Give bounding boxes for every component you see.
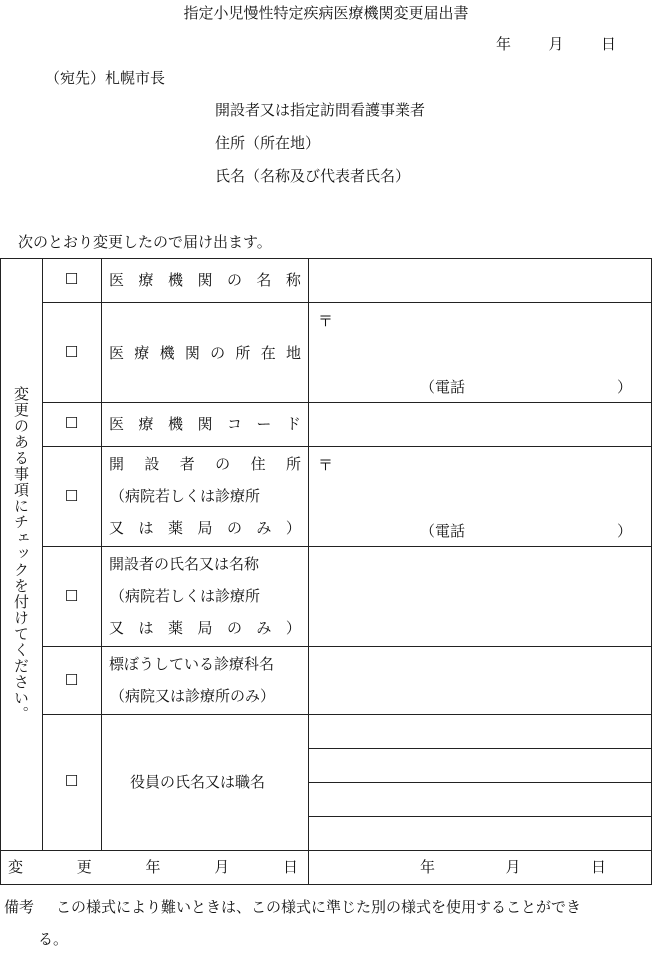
checkbox-founder-name[interactable]: ☐: [64, 587, 79, 605]
date-day-label: 日: [600, 35, 616, 53]
change-date-field: 年 月 日: [420, 858, 606, 876]
row-divider: [42, 646, 652, 647]
applicant-name-label: 氏名（名称及び代表者氏名）: [215, 167, 411, 185]
row-divider: [42, 714, 652, 715]
row-divider: [0, 850, 652, 851]
officer-line: [308, 816, 652, 817]
checkbox-founder-address[interactable]: ☐: [64, 487, 79, 505]
checkbox-facility-name[interactable]: ☐: [64, 270, 79, 288]
row-divider: [42, 546, 652, 547]
label-facility-name: 医 療 機 関 の 名 称: [109, 271, 301, 289]
postal-mark: 〒: [318, 312, 334, 330]
row-divider: [42, 446, 652, 447]
form-title: 指定小児慢性特定疾病医療機関変更届出書: [183, 4, 469, 22]
side-instruction: [1, 258, 41, 850]
label-founder-name: 開設者の氏名又は名称: [109, 555, 260, 573]
table-border: [0, 258, 652, 259]
applicant-role: 開設者又は指定訪問看護事業者: [215, 101, 426, 119]
checkbox-facility-address[interactable]: ☐: [64, 343, 79, 361]
label-founder-address-note2: 又 は 薬 局 の み ）: [109, 519, 301, 537]
remark-label: 備考: [4, 898, 35, 916]
remark-continuation: る。: [38, 930, 69, 948]
column-divider: [101, 258, 102, 850]
checkbox-departments[interactable]: ☐: [64, 671, 79, 689]
label-officers: 役員の氏名又は職名: [130, 773, 266, 791]
facility-phone: （電話 ）: [420, 378, 632, 396]
date-month-label: 月: [548, 35, 564, 53]
row-divider: [42, 302, 652, 303]
date-year-label: 年: [496, 35, 512, 53]
table-border: [0, 884, 652, 885]
label-founder-name-note2: 又 は 薬 局 の み ）: [109, 619, 301, 637]
label-departments: 標ぼうしている診療科名: [109, 655, 275, 673]
applicant-address-label: 住所（所在地）: [215, 134, 321, 152]
label-facility-address: 医 療 機 関 の 所 在 地: [109, 344, 301, 362]
label-facility-code: 医 療 機 関 コ ー ド: [109, 415, 301, 433]
intro-text: 次のとおり変更したので届け出ます。: [18, 233, 272, 251]
row-divider: [42, 402, 652, 403]
addressee: （宛先）札幌市長: [45, 69, 166, 87]
label-departments-note: （病院又は診療所のみ）: [110, 687, 276, 705]
officer-line: [308, 748, 652, 749]
side-instruction-text: 変更のある事項にチェックを付けてください。: [12, 386, 30, 722]
officer-line: [308, 782, 652, 783]
label-founder-address: 開 設 者 の 住 所: [109, 455, 301, 473]
checkbox-facility-code[interactable]: ☐: [64, 414, 79, 432]
checkbox-officers[interactable]: ☐: [64, 772, 79, 790]
postal-mark: 〒: [318, 456, 334, 474]
remark-text: この様式により難いときは、この様式に準じた別の様式を使用することができ: [56, 898, 582, 916]
label-founder-address-note: （病院若しくは診療所: [110, 487, 261, 505]
change-date-label: 変 更 年 月 日: [8, 858, 298, 876]
label-founder-name-note: （病院若しくは診療所: [110, 587, 261, 605]
founder-phone: （電話 ）: [420, 522, 632, 540]
